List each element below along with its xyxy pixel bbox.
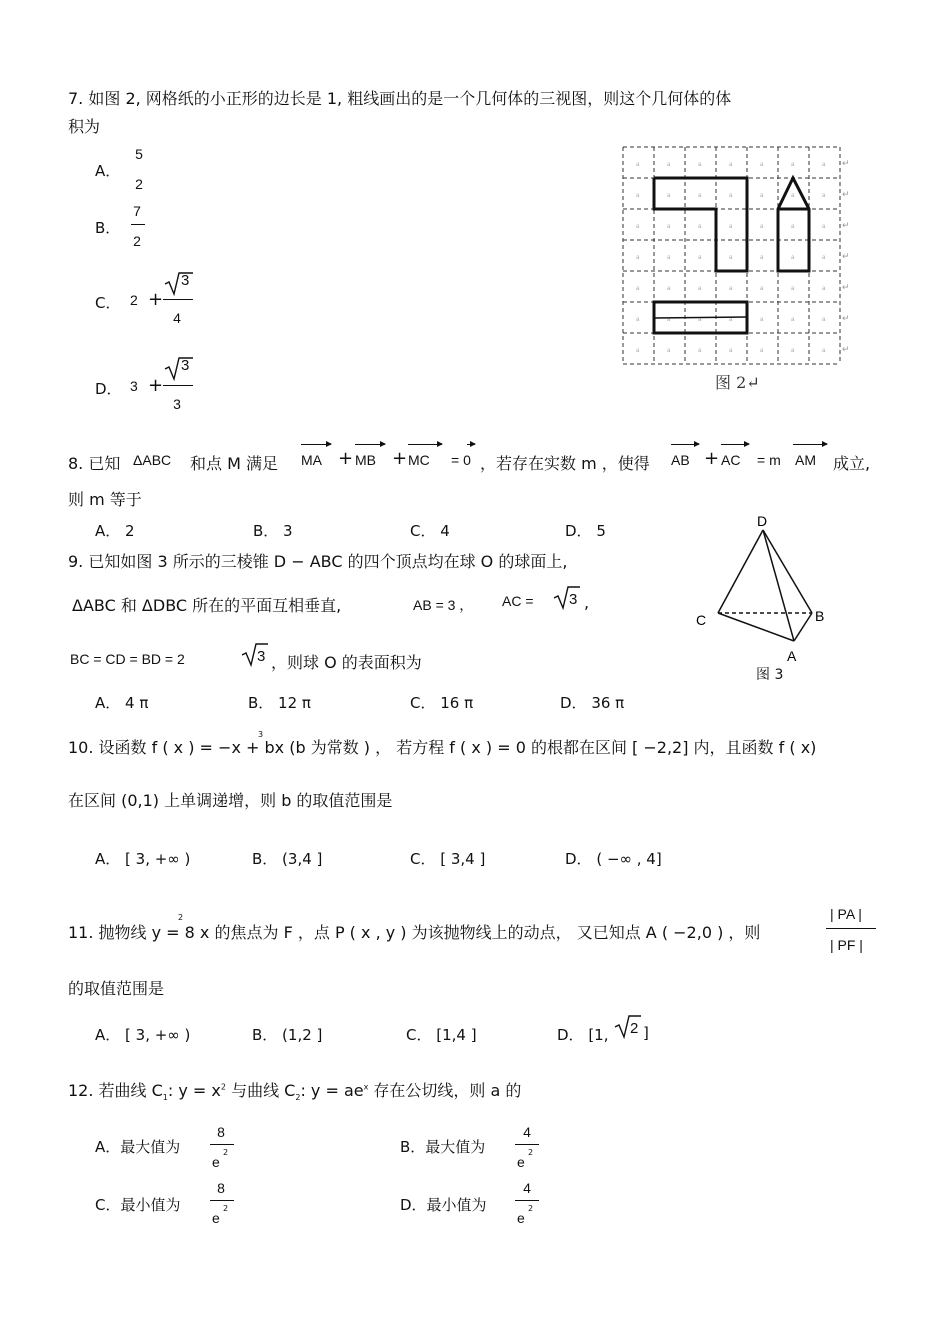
svg-text:a: a: [729, 255, 733, 261]
q7-stem-line2: 积为: [68, 117, 101, 136]
q10-exponent: 3: [258, 730, 264, 739]
q7-option-b-fraction-bar: [131, 224, 145, 225]
q8-vector-ac: AC: [721, 452, 741, 468]
top-view: [654, 302, 747, 333]
svg-text:↵: ↵: [842, 313, 850, 323]
q8-equals-m: = m: [757, 452, 781, 468]
q7-option-d-integer: 3: [130, 378, 138, 394]
q11-line1: 11. 抛物线 y = 8 x 的焦点为 F ，点 P ( x , y ) 为该抛物线上的动点， 又已知点 A ( −2,0 ) ，则: [68, 923, 761, 942]
q12-option-c-base: e: [212, 1210, 220, 1226]
q8-option-d: D． 5: [565, 522, 606, 540]
q7-option-c-plus: +: [148, 289, 164, 310]
q9-option-c: C． 16 π: [410, 694, 474, 712]
q8-vector-arrow-mb: [355, 444, 385, 445]
q9-bc-radical: [240, 641, 270, 667]
svg-text:↵: ↵: [842, 344, 850, 354]
q9-ac-radicand: 3: [569, 591, 578, 608]
svg-text:a: a: [791, 193, 795, 199]
q9-line3-tail: ，则球 O 的表面积为: [271, 653, 422, 672]
q12-text-1: 12. 若曲线 C: [68, 1081, 163, 1100]
q9-bc-radicand: 3: [257, 648, 266, 665]
svg-text:↵: ↵: [842, 282, 850, 292]
q8-vector-arrow-mc: [408, 444, 442, 445]
q12-option-d-numerator: 4: [523, 1180, 531, 1196]
q8-vector-mc: MC: [408, 452, 430, 468]
q9-ac-radical: [552, 584, 582, 610]
q8-vector-ab: AB: [671, 452, 690, 468]
q12-sub-2: 2: [295, 1093, 301, 1103]
svg-text:a: a: [729, 286, 733, 292]
svg-text:a: a: [636, 224, 640, 230]
q8-vector-arrow-ma: [301, 444, 331, 445]
q8-vector-arrow-am: [793, 444, 827, 445]
q7-option-a-label: A．: [95, 162, 121, 180]
svg-text:a: a: [667, 193, 671, 199]
q8-plus-1: +: [338, 448, 354, 469]
q12-option-d-base: e: [517, 1210, 525, 1226]
q12-option-b-bar: [515, 1144, 539, 1145]
svg-text:a: a: [698, 348, 702, 354]
q8-vector-am: AM: [795, 452, 816, 468]
q12-exp-x: x: [363, 1082, 369, 1092]
q12-option-b-label: B．最大值为: [400, 1138, 486, 1156]
grid-right-marks: [842, 158, 850, 354]
q9-option-a: A． 4 π: [95, 694, 149, 712]
q8-zero-vector: = 0: [451, 452, 471, 468]
svg-text:a: a: [822, 255, 826, 261]
q8-vector-arrow-ac: [721, 444, 749, 445]
svg-text:a: a: [791, 317, 795, 323]
q12-option-c-numerator: 8: [217, 1180, 225, 1196]
svg-text:a: a: [729, 348, 733, 354]
q7-option-c-integer: 2: [130, 292, 138, 308]
q10-line1: 10. 设函数 f ( x ) = −x + bx (b 为常数 ) ， 若方程 f ( x ) = 0 的根都在区间 [ −2,2] 内，且函数 f ( x): [68, 738, 817, 757]
q8-vector-arrow-ab: [671, 444, 699, 445]
q9-comma: ,: [584, 593, 590, 612]
svg-text:a: a: [667, 348, 671, 354]
q8-plus-3: +: [704, 448, 720, 469]
q7-option-c-label: C．: [95, 294, 121, 312]
q9-ac-label: AC =: [502, 593, 534, 609]
q7-three-view-figure: [618, 142, 854, 392]
q8-option-b: B． 3: [253, 522, 293, 540]
q9-tetrahedron-figure: [690, 512, 840, 682]
q9-option-b: B． 12 π: [248, 694, 311, 712]
q12-text-3: 与曲线 C: [225, 1081, 296, 1100]
q7-stem-line1: 7. 如图 2, 网格纸的小正形的边长是 1, 粗线画出的是一个几何体的三视图，则这个几何体的体: [68, 89, 732, 108]
svg-text:a: a: [636, 317, 640, 323]
q11-fraction-numerator: | PA |: [830, 906, 862, 922]
q7-option-d-label: D．: [95, 380, 122, 398]
q11-option-a: A． [ 3, +∞ ): [95, 1026, 191, 1044]
svg-text:a: a: [822, 348, 826, 354]
svg-text:a: a: [698, 162, 702, 168]
q12-option-b-base: e: [517, 1154, 525, 1170]
svg-text:↵: ↵: [842, 251, 850, 261]
svg-text:a: a: [667, 162, 671, 168]
q8-lead: 8. 已知: [68, 454, 121, 473]
q10-option-c: C． [ 3,4 ]: [410, 850, 486, 868]
q10-line2: 在区间 (0,1) 上单调递增，则 b 的取值范围是: [68, 791, 393, 810]
q12-option-a-base: e: [212, 1154, 220, 1170]
q12-option-b-numerator: 4: [523, 1124, 531, 1140]
q11-option-d-radicand: 2: [630, 1020, 639, 1037]
svg-text:↵: ↵: [842, 189, 850, 199]
q7-option-d-radical: [163, 355, 195, 381]
q11-option-c: C． [1,4 ]: [406, 1026, 477, 1044]
svg-text:a: a: [667, 224, 671, 230]
q12-option-d-exp: 2: [528, 1204, 534, 1213]
q7-option-b-numerator: 7: [133, 203, 141, 219]
svg-text:a: a: [822, 317, 826, 323]
q12-option-d-bar: [515, 1200, 539, 1201]
svg-text:a: a: [636, 193, 640, 199]
svg-text:a: a: [698, 255, 702, 261]
svg-text:a: a: [760, 286, 764, 292]
q12-option-a-exp: 2: [223, 1148, 229, 1157]
q7-option-a-denominator: 2: [135, 176, 143, 192]
q8-and-point-m: 和点 M 满足: [190, 454, 278, 473]
q8-vector-ma: MA: [301, 452, 322, 468]
q11-fraction-denominator: | PF |: [830, 937, 863, 953]
q7-option-c-radical: [163, 270, 195, 296]
q11-option-d-end: ]: [643, 1024, 649, 1042]
q12-text-5: 存在公切线，则 a 的: [368, 1081, 522, 1100]
q7-option-c-radicand: 3: [181, 272, 190, 289]
svg-text:a: a: [822, 224, 826, 230]
q8-triangle-abc: ΔABC: [133, 452, 172, 468]
svg-text:↵: ↵: [842, 220, 850, 230]
svg-text:a: a: [636, 162, 640, 168]
q12-exp-2: 2: [220, 1082, 226, 1092]
q8-plus-2: +: [392, 448, 408, 469]
q11-line2: 的取值范围是: [68, 979, 165, 998]
svg-text:a: a: [667, 317, 671, 323]
q11-option-b: B． (1,2 ]: [252, 1026, 323, 1044]
q7-figure-caption: 图 2↵: [715, 373, 760, 392]
svg-text:a: a: [791, 255, 795, 261]
svg-text:a: a: [760, 317, 764, 323]
q10-option-b: B． (3,4 ]: [252, 850, 323, 868]
svg-text:a: a: [636, 255, 640, 261]
q7-option-c-fraction-bar: [163, 299, 193, 300]
q9-figure-label-b: B: [815, 608, 825, 624]
svg-text:a: a: [760, 193, 764, 199]
q9-figure-label-d: D: [757, 513, 768, 529]
q9-ab-value: AB = 3 ，: [413, 597, 474, 613]
svg-text:a: a: [760, 348, 764, 354]
q10-option-d: D． ( −∞ , 4]: [565, 850, 662, 868]
q12-text-2: : y = x: [167, 1081, 221, 1100]
q12-option-a-bar: [210, 1144, 234, 1145]
svg-text:a: a: [822, 162, 826, 168]
q12-option-a-numerator: 8: [217, 1124, 225, 1140]
svg-text:a: a: [698, 193, 702, 199]
svg-text:a: a: [729, 224, 733, 230]
q11-fraction-bar: [826, 928, 876, 929]
q12-sub-1: 1: [162, 1093, 168, 1103]
q12-option-c-label: C．最小值为: [95, 1196, 181, 1214]
q12-stem: [68, 1078, 521, 1102]
q7-option-d-plus: +: [148, 375, 164, 396]
svg-text:a: a: [791, 348, 795, 354]
q7-option-b-label: B．: [95, 219, 121, 237]
q11-exponent: 2: [178, 913, 184, 922]
svg-text:a: a: [760, 162, 764, 168]
q8-vector-mb: MB: [355, 452, 376, 468]
q9-figure-label-a: A: [787, 648, 797, 664]
q12-option-b-exp: 2: [528, 1148, 534, 1157]
svg-text:a: a: [667, 286, 671, 292]
q7-option-a-numerator: 5: [135, 146, 143, 162]
svg-text:a: a: [791, 162, 795, 168]
q9-figure-label-c: C: [696, 612, 707, 628]
q8-middle-text: ，若存在实数 m ，使得: [480, 454, 650, 473]
q8-line2: 则 m 等于: [68, 490, 142, 509]
q9-line3-equalities: BC = CD = BD = 2: [70, 651, 185, 667]
svg-text:a: a: [667, 255, 671, 261]
q9-line1: 9. 已知如图 3 所示的三棱锥 D − ABC 的四个顶点均在球 O 的球面上,: [68, 552, 568, 571]
svg-text:a: a: [791, 286, 795, 292]
svg-text:a: a: [636, 286, 640, 292]
svg-text:a: a: [729, 193, 733, 199]
svg-text:a: a: [698, 224, 702, 230]
q7-option-d-fraction-bar: [163, 385, 193, 386]
svg-text:a: a: [698, 317, 702, 323]
svg-text:a: a: [729, 317, 733, 323]
q8-option-a: A． 2: [95, 522, 135, 540]
svg-text:a: a: [822, 286, 826, 292]
q11-option-d-label: D． [1,: [557, 1026, 609, 1044]
svg-text:a: a: [822, 193, 826, 199]
q9-figure-caption: 图 3: [756, 667, 784, 683]
svg-text:a: a: [760, 224, 764, 230]
svg-text:a: a: [729, 162, 733, 168]
q7-option-c-denominator: 4: [173, 310, 181, 326]
q10-option-a: A． [ 3, +∞ ): [95, 850, 191, 868]
q9-option-d: D． 36 π: [560, 694, 625, 712]
q12-text-4: : y = ae: [300, 1081, 364, 1100]
q12-option-a-label: A．最大值为: [95, 1138, 181, 1156]
q11-option-d-radical: [613, 1013, 643, 1039]
svg-text:a: a: [760, 255, 764, 261]
q12-option-d-label: D．最小值为: [400, 1196, 487, 1214]
svg-text:a: a: [791, 224, 795, 230]
grid-cell-marks: [636, 162, 826, 354]
q12-option-c-bar: [210, 1200, 234, 1201]
q7-option-d-radicand: 3: [181, 357, 190, 374]
q8-tail: 成立,: [833, 454, 871, 473]
svg-text:a: a: [698, 286, 702, 292]
q8-vector-arrow-zero: [467, 444, 475, 445]
svg-text:↵: ↵: [842, 158, 850, 168]
q9-line2-planes: ΔABC 和 ΔDBC 所在的平面互相垂直,: [72, 596, 342, 615]
q8-option-c: C． 4: [410, 522, 450, 540]
q7-option-d-denominator: 3: [173, 396, 181, 412]
q12-option-c-exp: 2: [223, 1204, 229, 1213]
q7-option-b-denominator: 2: [133, 233, 141, 249]
svg-text:a: a: [636, 348, 640, 354]
